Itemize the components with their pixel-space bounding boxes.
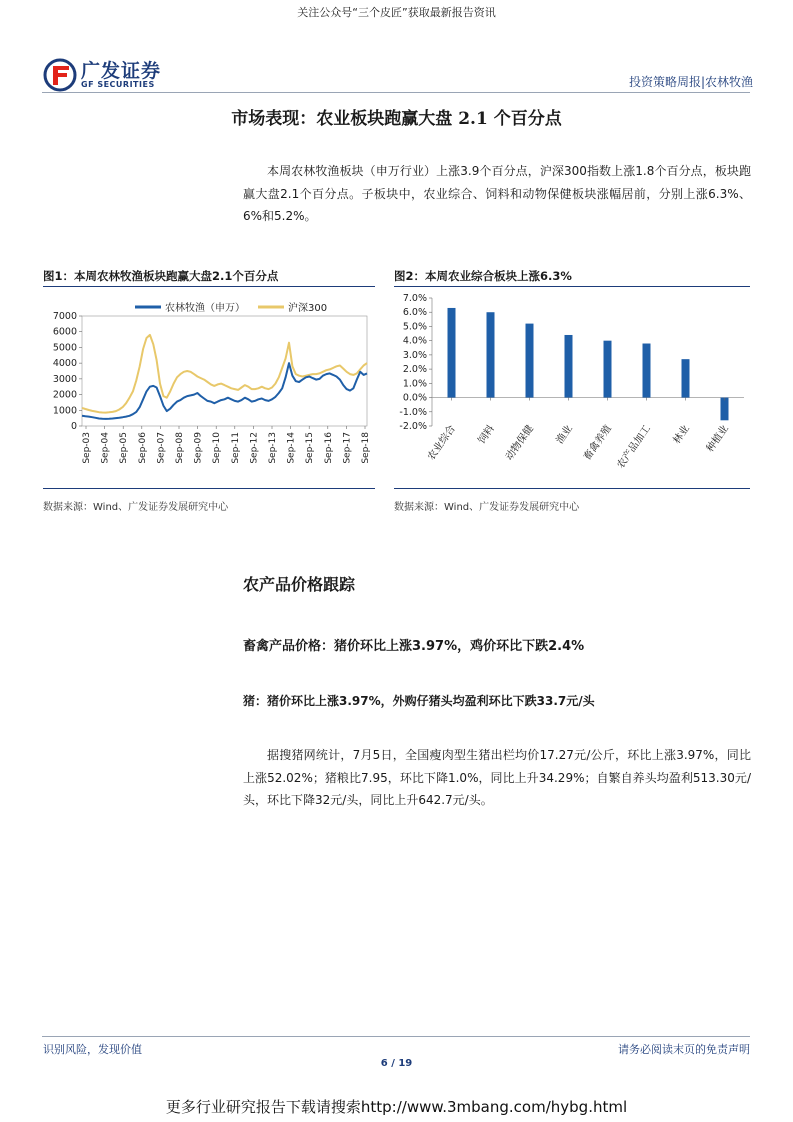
x-tick-label: Sep-03 bbox=[82, 432, 92, 464]
x-tick-label: Sep-15 bbox=[305, 432, 316, 464]
intro-paragraph: 本周农林牧渔板块（申万行业）上涨3.9个百分点，沪深300指数上涨1.8个百分点，板块跑赢大盘2.1个百分点。子板块中，农业综合、饲料和动物保健板块涨幅居前，分别上涨6.3%、6%和5.2%。 bbox=[243, 164, 751, 223]
y-tick-label: 6000 bbox=[52, 326, 77, 338]
subsection-title: 畜禽产品价格：猪价环比上涨3.97%，鸡价环比下跌2.4% bbox=[243, 639, 585, 654]
section-title: 市场表现：农业板块跑赢大盘 2.1 个百分点 bbox=[231, 109, 562, 129]
x-tick-label: Sep-11 bbox=[230, 432, 241, 464]
x-tick-label: Sep-14 bbox=[286, 432, 297, 464]
x-category-label: 种植业 bbox=[704, 423, 731, 455]
x-tick-label: Sep-07 bbox=[156, 432, 167, 464]
y-tick-label: -1.0% bbox=[399, 406, 427, 418]
x-tick-label: Sep-16 bbox=[323, 432, 334, 464]
x-tick-label: Sep-13 bbox=[268, 432, 278, 464]
y-tick-label: 2.0% bbox=[402, 364, 427, 376]
section2-title: 农产品价格跟踪 bbox=[243, 575, 356, 594]
y-tick-label: 3000 bbox=[52, 373, 77, 385]
x-tick-label: Sep-12 bbox=[249, 432, 260, 464]
footer-slogan: 识别风险，发现价值 bbox=[43, 1043, 142, 1056]
legend-label: 农林牧渔（申万） bbox=[165, 303, 245, 314]
x-tick-label: Sep-08 bbox=[175, 432, 185, 464]
y-tick-label: 6.0% bbox=[402, 307, 427, 319]
figure2-source: 数据来源：Wind、广发证券发展研究中心 bbox=[394, 502, 580, 513]
x-tick-label: Sep-04 bbox=[100, 432, 111, 464]
footer-disclaimer: 请务必阅读末页的免责声明 bbox=[618, 1043, 750, 1056]
line-chart bbox=[40, 290, 375, 480]
bar bbox=[604, 341, 612, 398]
figure1-bottom-rule bbox=[43, 488, 375, 489]
series-line bbox=[82, 335, 367, 413]
y-tick-label: 2000 bbox=[52, 389, 77, 401]
figure1-title: 图1：本周农林牧渔板块跑赢大盘2.1个百分点 bbox=[43, 269, 279, 283]
top-banner: 关注公众号“三个皮匠”获取最新报告资讯 bbox=[297, 6, 496, 19]
pig-price-paragraph: 据搜猪网统计，7月5日，全国瘦肉型生猪出栏均价17.27元/公斤，环比上涨3.97%，同比上涨52.02%；猪粮比7.95，环比下降1.0%，同比上升34.29%；自繁自养头均盈利513.30元/头，环比下降32元/头，同比上升642.7元/头。 bbox=[243, 748, 751, 807]
y-tick-label: 7000 bbox=[52, 311, 77, 322]
x-category-label: 林业 bbox=[671, 423, 692, 447]
page-number: 6 / 19 bbox=[380, 1058, 413, 1069]
x-tick-label: Sep-10 bbox=[212, 432, 223, 464]
y-tick-label: 1.0% bbox=[402, 378, 427, 390]
footer-divider bbox=[42, 1036, 750, 1037]
figure2-rule bbox=[394, 286, 750, 287]
y-tick-label: 5.0% bbox=[402, 321, 427, 333]
bar bbox=[682, 359, 690, 397]
bar bbox=[487, 312, 495, 397]
legend-label: 沪深300 bbox=[288, 303, 328, 314]
gf-logo-icon bbox=[43, 58, 77, 92]
x-tick-label: Sep-06 bbox=[137, 432, 148, 464]
figure2-title: 图2：本周农业综合板块上涨6.3% bbox=[394, 269, 572, 283]
x-category-label: 农产品加工 bbox=[615, 423, 653, 471]
y-tick-label: 0.0% bbox=[402, 392, 427, 404]
report-category: 投资策略周报|农林牧渔 bbox=[628, 75, 753, 89]
x-tick-label: Sep-09 bbox=[193, 432, 204, 464]
bar bbox=[643, 344, 651, 398]
x-category-label: 动物保健 bbox=[504, 423, 536, 463]
bar bbox=[448, 308, 456, 398]
x-category-label: 农业综合 bbox=[426, 423, 458, 463]
bar bbox=[565, 335, 573, 398]
logo-chinese-name: 广发证券 bbox=[81, 60, 162, 82]
bottom-banner: 更多行业研究报告下载请搜索http://www.3mbang.com/hybg.html bbox=[165, 1098, 628, 1116]
y-tick-label: 4000 bbox=[52, 358, 77, 370]
x-tick-label: Sep-18 bbox=[361, 432, 371, 464]
x-category-label: 畜禽养殖 bbox=[582, 423, 614, 463]
bar-chart bbox=[392, 290, 752, 485]
figure1-source: 数据来源：Wind、广发证券发展研究中心 bbox=[43, 502, 229, 513]
y-tick-label: 0 bbox=[70, 421, 77, 432]
y-tick-label: 1000 bbox=[52, 405, 77, 417]
bar bbox=[721, 398, 729, 421]
x-category-label: 饲料 bbox=[476, 423, 497, 447]
y-tick-label: 5000 bbox=[52, 342, 77, 354]
header-divider bbox=[42, 92, 750, 93]
sub-subsection-title: 猪：猪价环比上涨3.97%，外购仔猪头均盈利环比下跌33.7元/头 bbox=[243, 694, 595, 708]
x-tick-label: Sep-17 bbox=[342, 432, 353, 464]
y-tick-label: 7.0% bbox=[402, 293, 427, 304]
x-tick-label: Sep-05 bbox=[119, 432, 130, 464]
y-tick-label: -2.0% bbox=[399, 421, 427, 432]
logo-english-name: GF SECURITIES bbox=[81, 80, 155, 89]
figure2-bottom-rule bbox=[394, 488, 750, 489]
company-logo bbox=[43, 56, 173, 96]
y-tick-label: 4.0% bbox=[402, 335, 427, 347]
figure1-rule bbox=[43, 286, 375, 287]
bar bbox=[526, 324, 534, 398]
x-category-label: 渔业 bbox=[554, 423, 575, 447]
y-tick-label: 3.0% bbox=[402, 349, 427, 361]
